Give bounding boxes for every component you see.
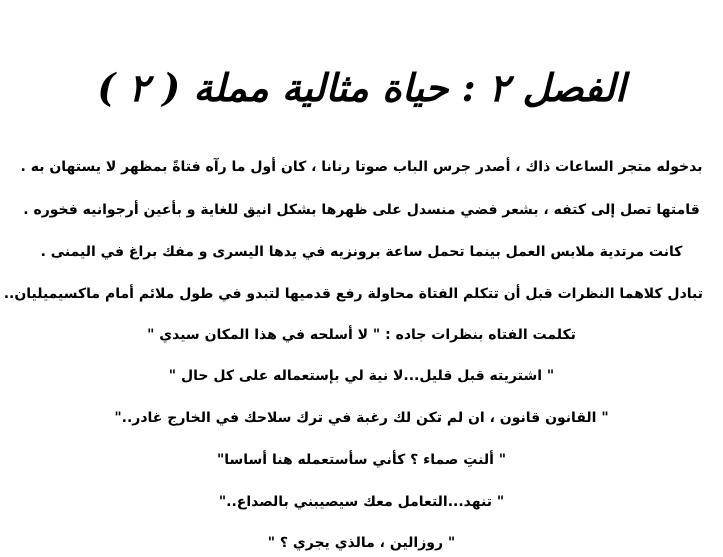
paragraph-2: قامتها تصل إلى كتفه ، بشعر فضي منسدل على ظهرها بشكل انيق للغاية و بأعين أرجوانيه فخوره .	[23, 202, 700, 218]
paragraph-10: " روزالين ، مالذي يجري ؟ "	[267, 535, 456, 551]
paragraph-9: " تنهد...التعامل معك سيصيبني بالصداع.."	[218, 494, 505, 510]
chapter-title: الفصل ٢ : حياة مثالية مملة ( ٢ )	[97, 65, 626, 110]
paragraph-7: " القانون قانون ، ان لم تكن لك رغبة في ترك سلاحك في الخارج غادر.."	[114, 410, 609, 426]
paragraph-6: " اشتريته قبل قليل...لا نية لي بإستعماله على كل حال "	[168, 368, 555, 384]
paragraph-5: تكلمت الفتاه بنظرات جاده : " لا أسلحه في هذا المكان سيدي "	[147, 327, 576, 343]
paragraph-3: كانت مرتدية ملابس العمل بينما تحمل ساعة برونزيه في يدها اليسرى و مفك براغ في اليمنى .	[40, 244, 683, 260]
paragraph-1: بدخوله متجر الساعات ذاك ، أصدر جرس الباب صوتا رنانا ، كان أول ما رآه فتاةً بمظهر لا يستهان به .	[20, 159, 703, 175]
paragraph-8: " ألنتِ صماء ؟ كأني سأستعمله هنا أساسا"	[216, 452, 507, 468]
paragraph-4: تبادل كلاهما النظرات قبل أن تتكلم الفتاة محاولة رفع قدميها لتبدو في طول ملائم أمام ماكسيميليان..	[3, 286, 703, 302]
